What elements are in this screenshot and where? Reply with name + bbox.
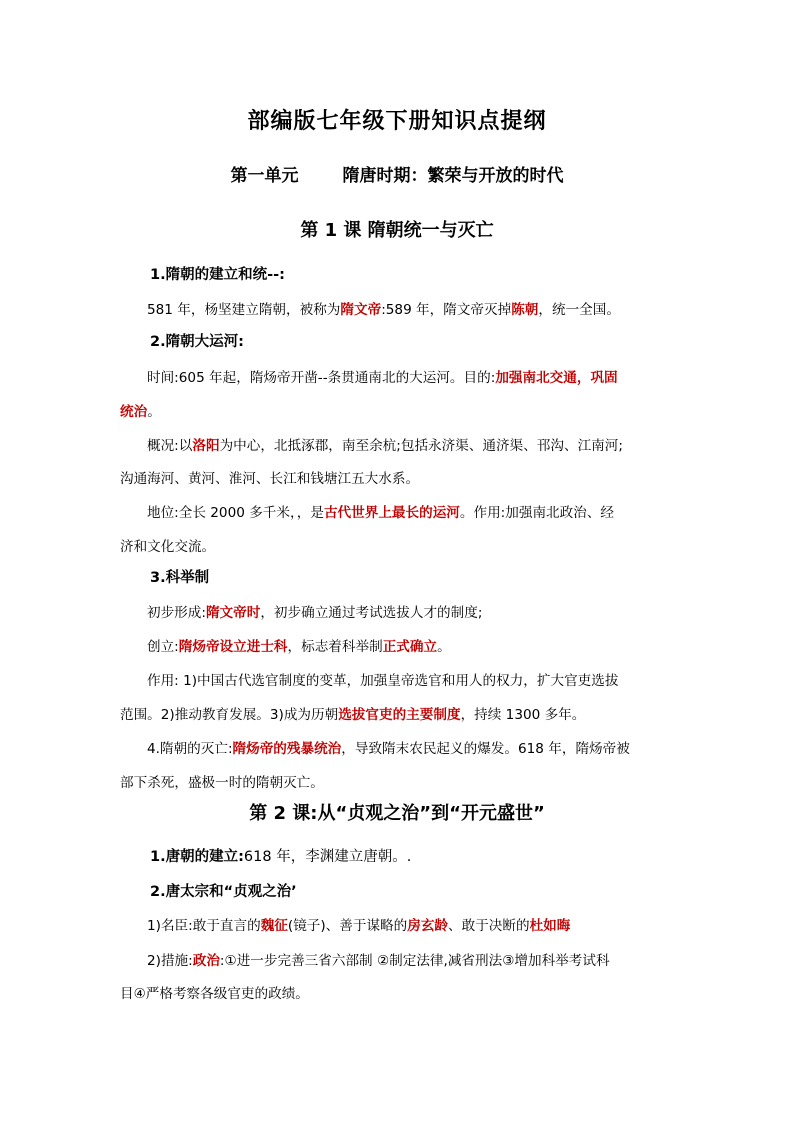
paragraph-line: [120, 400, 676, 420]
paragraph-line: [147, 366, 703, 386]
paragraph-line: 作用: 1)中国古代选官制度的变革，加强皇帝选官和用人的权力，扩大官吏选拔: [147, 673, 619, 689]
text: 618 年，李渊建立唐朝。.: [243, 849, 412, 865]
document-title: 部编版七年级下册知识点提纲: [247, 109, 547, 134]
paragraph-line: [147, 635, 703, 655]
paragraph-line: [147, 298, 703, 318]
paragraph-line: [120, 703, 676, 723]
lesson-1-title: 第 1 课 隋朝统一与灭亡: [300, 220, 494, 241]
text: ，导致隋末农民起义的爆发。618 年，隋炀帝被: [341, 741, 630, 757]
text: 1)名臣:敢于直言的: [147, 918, 261, 934]
keyword: 隋炀帝的残暴统治: [232, 741, 342, 757]
keyword: 魏征: [260, 918, 288, 934]
keyword: 加强南北交通，巩固: [495, 370, 618, 386]
keyword: 隋文帝: [340, 302, 382, 318]
text: 范围。2)推动教育发展。3)成为历朝: [120, 707, 339, 723]
section-heading: 3.科举制: [150, 570, 210, 586]
text: ，标志着科举制: [287, 639, 383, 655]
paragraph-line: 部下杀死，盛极一时的隋朝灭亡。: [120, 775, 324, 791]
lesson-2-title: 第 2 课:从“贞观之治”到“开元盛世”: [249, 803, 545, 824]
text: 。: [147, 404, 161, 420]
paragraph-line: [147, 949, 703, 969]
paragraph-line: 济和文化交流。: [120, 539, 216, 555]
keyword: 隋炀帝设立进士科: [178, 639, 288, 655]
section-heading: 1.隋朝的建立和统--:: [150, 267, 285, 283]
text: 。作用:加强南北政治、经: [459, 505, 615, 521]
paragraph-line: [147, 434, 703, 454]
keyword: 统治: [120, 404, 148, 420]
paragraph-line: [147, 914, 703, 934]
keyword: 选拔官吏的主要制度: [338, 707, 461, 723]
text: 2)措施:: [147, 953, 193, 969]
keyword: 房玄龄: [407, 918, 449, 934]
keyword: 杜如晦: [529, 918, 571, 934]
keyword: 洛阳: [192, 438, 220, 454]
text: :589 年，隋文帝灭掉: [381, 302, 512, 318]
text: 581 年，杨坚建立隋朝，被称为: [147, 302, 341, 318]
text: 。: [437, 639, 451, 655]
text: 时间:605 年起，隋炀帝开凿--条贯通南北的大运河。目的:: [147, 370, 496, 386]
unit-title: [0, 161, 794, 186]
text: 地位:全长 2000 多千米，，是: [147, 505, 324, 521]
keyword: 隋文帝时: [205, 605, 261, 621]
keyword: 正式确立: [382, 639, 438, 655]
text: 初步形成:: [147, 605, 206, 621]
text: 为中心，北抵涿郡，南至余杭;包括永济渠、通济渠、邗沟、江南河;: [219, 438, 623, 454]
text: (镜子)、善于谋略的: [287, 918, 408, 934]
text: :①进一步完善三省六部制 ②制定法律,减省刑法③增加科举考试科: [219, 953, 610, 969]
text: 1.唐朝的建立:: [150, 849, 244, 865]
section-heading: 2.隋朝大运河:: [150, 334, 244, 350]
text: 创立:: [147, 639, 179, 655]
keyword: 古代世界上最长的运河: [323, 505, 460, 521]
unit-label: 第一单元: [230, 166, 299, 186]
paragraph-line: [147, 501, 703, 521]
paragraph-line: 目④严格考察各级官吏的政绩。: [120, 986, 309, 1002]
text: 概况:以: [147, 438, 193, 454]
keyword: 陈朝: [511, 302, 539, 318]
paragraph-line: [147, 737, 703, 757]
paragraph-line: [147, 601, 703, 621]
paragraph-line: 沟通海河、黄河、淮河、长江和钱塘江五大水系。: [120, 471, 420, 487]
text: 、敢于决断的: [448, 918, 530, 934]
text: ，持续 1300 多年。: [460, 707, 586, 723]
keyword: 政治: [192, 953, 220, 969]
unit-name: 隋唐时期：繁荣与开放的时代: [342, 166, 564, 186]
section-heading: [150, 845, 411, 866]
text: ，统一全国。: [538, 302, 620, 318]
section-heading: 2.唐太宗和“贞观之治’: [150, 884, 297, 900]
text: 4.隋朝的灭亡:: [147, 741, 233, 757]
text: ，初步确立通过考试选拔人才的制度;: [260, 605, 483, 621]
